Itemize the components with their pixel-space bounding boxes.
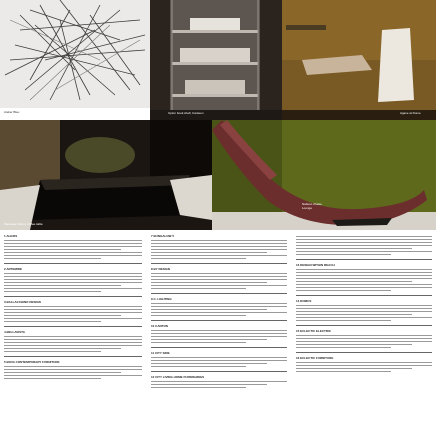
- caption-top-middle: Upton book shelf, Canteen: [168, 111, 204, 115]
- listing-heading: 10 CANTON: [151, 324, 168, 328]
- listing-heading: 13 DESIGN WITHIN REACH: [296, 263, 335, 267]
- listing-heading: 4 BELLAVISTA: [4, 330, 25, 334]
- listing-entry: [296, 356, 432, 372]
- chaise-graphic: [212, 120, 436, 230]
- listing-entry: [151, 234, 287, 259]
- coffee-table-graphic: [0, 120, 212, 230]
- listing-entry: [4, 360, 142, 379]
- listing-heading: 15 ECLECTIC ELECTRIC: [296, 329, 332, 333]
- listing-heading: 16 ECLECTIC FURNITURE: [296, 356, 334, 360]
- listing-entry: [296, 329, 432, 348]
- caption-top-right: Agave at Dome: [400, 111, 421, 115]
- agave-graphic: [282, 0, 436, 120]
- caption-bottom-right-2: Lounge: [302, 206, 313, 210]
- wire-sculpture-graphic: [0, 0, 150, 120]
- bookshelf-graphic: [150, 0, 282, 120]
- listing-entry: [4, 234, 142, 259]
- listing-heading: 3 BALLACCHINO DESIGN: [4, 300, 41, 304]
- listing-heading: 11 CITY SIDE: [151, 351, 170, 355]
- photo-bookshelf: [150, 0, 282, 120]
- listing-entry: [151, 324, 287, 343]
- listing-heading: 12 CITY LIVING HOME FURNISHINGS: [151, 375, 205, 379]
- listing-entry: [151, 297, 287, 316]
- listing-heading: 8 BY DESIGN: [151, 267, 170, 271]
- listing-heading: 1 ALEXIS: [4, 234, 18, 238]
- listing-entry: [296, 263, 432, 291]
- listing-entry: [296, 299, 432, 321]
- listing-entry: [151, 267, 287, 289]
- photo-agave-vase: [282, 0, 436, 120]
- photo-wire-sculpture: [0, 0, 150, 120]
- listing-heading: 5 BOVA CONTEMPORARY FURNITURE: [4, 360, 60, 364]
- listing-column-2: [151, 234, 287, 430]
- listing-heading: 2 ARTEMIDE: [4, 267, 23, 271]
- listing-column-3: [296, 234, 432, 430]
- caption-bottom-left: Macassar Ebony coffee table: [4, 222, 43, 226]
- caption-top-left: Atelier Bleu: [4, 110, 20, 114]
- listing-entry: [151, 351, 287, 367]
- listing-heading: 7 BUNGALOW 5: [151, 234, 175, 238]
- listing-heading: 9 C. LIGHTING: [151, 297, 172, 301]
- photo-coffee-table: [0, 120, 212, 230]
- listing-heading: 14 DOMUS: [296, 299, 312, 303]
- photo-chaise: [212, 120, 436, 230]
- caption-bottom-right-1: Nabuco chaise: [302, 202, 322, 206]
- listing-entry: [4, 330, 142, 352]
- listing-entry: [4, 300, 142, 322]
- listing-column-1: [4, 234, 142, 430]
- listing-entry: [4, 267, 142, 292]
- listing-entry: [151, 375, 287, 388]
- listing-entry: [296, 236, 432, 255]
